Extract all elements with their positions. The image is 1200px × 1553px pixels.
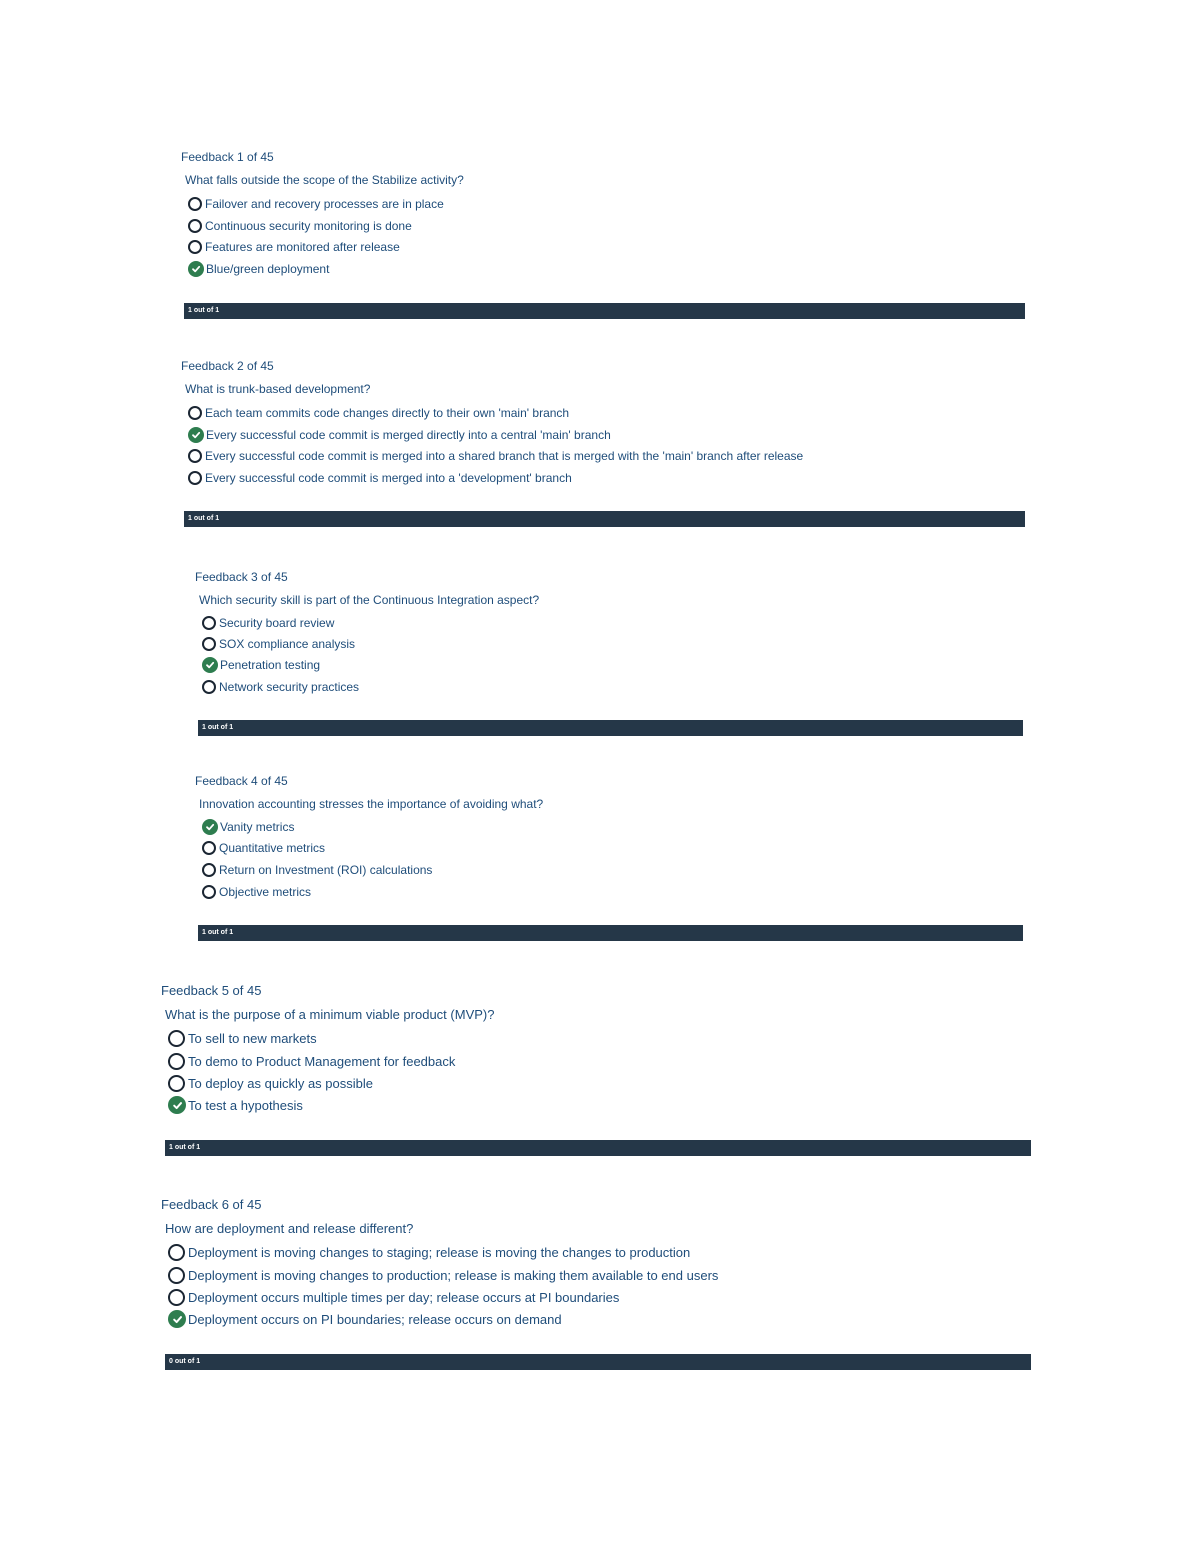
answer-option[interactable] [188, 404, 569, 422]
check-circle-icon [202, 819, 218, 835]
answer-label: Features are monitored after release [205, 240, 400, 254]
score-bar: 1 out of 1 [184, 303, 1025, 319]
question-text: Which security skill is part of the Continuous Integration aspect? [199, 593, 540, 607]
radio-empty-icon [168, 1075, 185, 1092]
radio-empty-icon [188, 197, 202, 211]
check-circle-icon [188, 261, 204, 277]
answer-option[interactable] [168, 1288, 619, 1306]
answer-option[interactable] [168, 1243, 690, 1261]
radio-empty-icon [168, 1244, 185, 1261]
answer-option[interactable] [188, 426, 611, 444]
radio-empty-icon [202, 841, 216, 855]
answer-option[interactable] [168, 1052, 455, 1070]
question-text: What is trunk-based development? [185, 382, 371, 396]
answer-label: Deployment is moving changes to staging; release is moving the changes to production [188, 1244, 691, 1260]
score-bar: 0 out of 1 [165, 1354, 1031, 1370]
answer-option[interactable] [202, 883, 311, 901]
radio-empty-icon [188, 406, 202, 420]
feedback-title: Feedback 2 of 45 [181, 359, 274, 373]
score-bar: 1 out of 1 [198, 720, 1023, 736]
answer-option[interactable] [202, 861, 432, 879]
answer-label: Penetration testing [220, 658, 321, 672]
answer-label: Every successful code commit is merged into a 'development' branch [205, 471, 572, 485]
score-bar: 1 out of 1 [184, 511, 1025, 527]
question-text: How are deployment and release different? [165, 1221, 414, 1236]
radio-empty-icon [188, 449, 202, 463]
radio-empty-icon [202, 637, 216, 651]
answer-label: Every successful code commit is merged directly into a central 'main' branch [206, 428, 611, 442]
answer-label: Deployment occurs on PI boundaries; release occurs on demand [188, 1311, 562, 1327]
radio-empty-icon [188, 471, 202, 485]
answer-label: Failover and recovery processes are in place [205, 197, 444, 211]
answer-option[interactable] [202, 635, 355, 653]
answer-label: Network security practices [219, 680, 360, 694]
radio-empty-icon [202, 885, 216, 899]
feedback-title: Feedback 5 of 45 [161, 983, 262, 998]
feedback-title: Feedback 3 of 45 [195, 570, 288, 584]
radio-empty-icon [168, 1030, 185, 1047]
check-circle-icon [188, 427, 204, 443]
answer-label: Security board review [219, 616, 335, 630]
feedback-title: Feedback 4 of 45 [195, 774, 288, 788]
radio-empty-icon [202, 680, 216, 694]
answer-label: To sell to new markets [188, 1030, 317, 1046]
answer-label: Vanity metrics [220, 820, 295, 834]
radio-empty-icon [202, 616, 216, 630]
answer-option[interactable] [202, 839, 325, 857]
answer-option[interactable] [188, 469, 572, 487]
answer-label: To test a hypothesis [188, 1097, 303, 1113]
answer-label: SOX compliance analysis [219, 637, 356, 651]
radio-empty-icon [202, 863, 216, 877]
answer-label: Continuous security monitoring is done [205, 219, 412, 233]
answer-option[interactable] [188, 217, 412, 235]
radio-empty-icon [168, 1053, 185, 1070]
answer-option[interactable] [188, 195, 444, 213]
answer-option[interactable] [188, 260, 329, 278]
answer-label: To demo to Product Management for feedback [188, 1053, 456, 1069]
check-circle-icon [168, 1310, 186, 1328]
answer-label: Each team commits code changes directly to their own 'main' branch [205, 406, 570, 420]
answer-option[interactable] [202, 678, 359, 696]
check-circle-icon [202, 657, 218, 673]
answer-label: Return on Investment (ROI) calculations [219, 863, 433, 877]
radio-empty-icon [188, 219, 202, 233]
answer-label: Deployment is moving changes to production; release is making them available to end users [188, 1267, 719, 1283]
answer-option[interactable] [202, 656, 320, 674]
answer-label: Objective metrics [219, 885, 312, 899]
radio-empty-icon [168, 1289, 185, 1306]
radio-empty-icon [188, 240, 202, 254]
answer-label: Every successful code commit is merged into a shared branch that is merged with the 'main' branch after release [205, 449, 804, 463]
answer-label: Deployment occurs multiple times per day; release occurs at PI boundaries [188, 1289, 620, 1305]
check-circle-icon [168, 1096, 186, 1114]
answer-option[interactable] [202, 614, 334, 632]
answer-option[interactable] [168, 1074, 373, 1092]
feedback-title: Feedback 1 of 45 [181, 150, 274, 164]
answer-label: Blue/green deployment [206, 262, 330, 276]
radio-empty-icon [168, 1267, 185, 1284]
answer-label: Quantitative metrics [219, 841, 326, 855]
score-bar: 1 out of 1 [198, 925, 1023, 941]
question-text: What falls outside the scope of the Stabilize activity? [185, 173, 464, 187]
question-text: Innovation accounting stresses the importance of avoiding what? [199, 797, 544, 811]
answer-label: To deploy as quickly as possible [188, 1075, 373, 1091]
answer-option[interactable] [168, 1096, 303, 1114]
answer-option[interactable] [188, 238, 400, 256]
question-text: What is the purpose of a minimum viable product (MVP)? [165, 1007, 495, 1022]
score-bar: 1 out of 1 [165, 1140, 1031, 1156]
answer-option[interactable] [202, 818, 294, 836]
answer-option[interactable] [168, 1029, 317, 1047]
answer-option[interactable] [168, 1266, 718, 1284]
answer-option[interactable] [168, 1310, 562, 1328]
feedback-title: Feedback 6 of 45 [161, 1197, 262, 1212]
answer-option[interactable] [188, 447, 803, 465]
